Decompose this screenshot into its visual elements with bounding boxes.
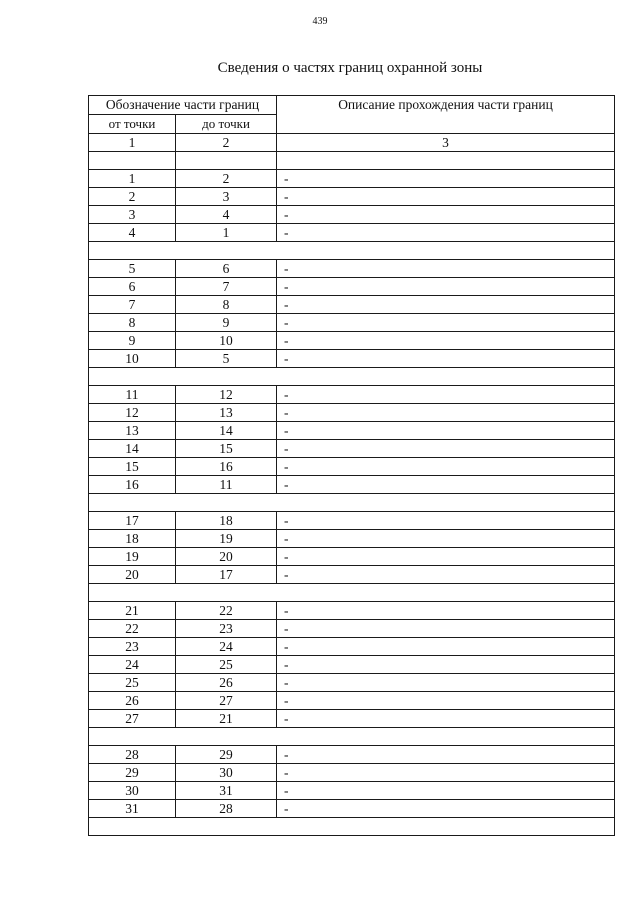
to-point-cell: 31 [176, 782, 277, 800]
separator-cell [89, 584, 615, 602]
to-point-cell: 13 [176, 404, 277, 422]
from-point-cell: 26 [89, 692, 176, 710]
to-point-cell: 5 [176, 350, 277, 368]
to-point-cell: 24 [176, 638, 277, 656]
boundary-parts-table [88, 95, 615, 836]
table-row [89, 296, 615, 314]
from-point-cell: 30 [89, 782, 176, 800]
to-point-cell: 10 [176, 332, 277, 350]
to-point-cell: 22 [176, 602, 277, 620]
header-to-point: до точки [176, 115, 277, 134]
column-number-2: 2 [176, 134, 277, 152]
table-row [89, 692, 615, 710]
to-point-cell: 15 [176, 440, 277, 458]
table-row [89, 530, 615, 548]
description-cell: - [277, 566, 615, 584]
description-cell: - [277, 188, 615, 206]
column-number-1: 1 [89, 134, 176, 152]
table-body [89, 152, 615, 836]
from-point-cell: 27 [89, 710, 176, 728]
to-point-cell: 1 [176, 224, 277, 242]
to-point-cell: 4 [176, 206, 277, 224]
description-cell: - [277, 764, 615, 782]
to-point-cell: 27 [176, 692, 277, 710]
description-cell: - [277, 602, 615, 620]
description-cell: - [277, 458, 615, 476]
from-point-cell: 1 [89, 170, 176, 188]
from-point-cell: 6 [89, 278, 176, 296]
separator-cell [89, 242, 615, 260]
from-point-cell: 24 [89, 656, 176, 674]
description-cell: - [277, 548, 615, 566]
from-point-cell: 28 [89, 746, 176, 764]
from-point-cell: 16 [89, 476, 176, 494]
table-row [89, 800, 615, 818]
table-row [89, 458, 615, 476]
description-cell: - [277, 332, 615, 350]
to-point-cell: 2 [176, 170, 277, 188]
from-point-cell: 11 [89, 386, 176, 404]
separator-cell [89, 368, 615, 386]
description-cell: - [277, 476, 615, 494]
to-point-cell: 14 [176, 422, 277, 440]
separator-row [89, 368, 615, 386]
description-cell: - [277, 206, 615, 224]
table-row [89, 386, 615, 404]
separator-cell [176, 152, 277, 170]
table-row [89, 656, 615, 674]
from-point-cell: 2 [89, 188, 176, 206]
table-row [89, 674, 615, 692]
from-point-cell: 4 [89, 224, 176, 242]
from-point-cell: 25 [89, 674, 176, 692]
document-title: Сведения о частях границ охранной зоны [217, 60, 483, 76]
description-cell: - [277, 350, 615, 368]
from-point-cell: 8 [89, 314, 176, 332]
description-cell: - [277, 710, 615, 728]
description-cell: - [277, 404, 615, 422]
from-point-cell: 10 [89, 350, 176, 368]
to-point-cell: 7 [176, 278, 277, 296]
to-point-cell: 8 [176, 296, 277, 314]
column-number-3: 3 [277, 134, 615, 152]
to-point-cell: 29 [176, 746, 277, 764]
to-point-cell: 25 [176, 656, 277, 674]
to-point-cell: 20 [176, 548, 277, 566]
table-row [89, 206, 615, 224]
header-boundary-description: Описание прохождения части границ [277, 96, 615, 134]
to-point-cell: 6 [176, 260, 277, 278]
separator-cell [89, 494, 615, 512]
table-row [89, 764, 615, 782]
to-point-cell: 9 [176, 314, 277, 332]
from-point-cell: 22 [89, 620, 176, 638]
separator-row [89, 818, 615, 836]
description-cell: - [277, 278, 615, 296]
to-point-cell: 26 [176, 674, 277, 692]
description-cell: - [277, 314, 615, 332]
to-point-cell: 3 [176, 188, 277, 206]
to-point-cell: 21 [176, 710, 277, 728]
table-row [89, 170, 615, 188]
description-cell: - [277, 170, 615, 188]
table-row [89, 782, 615, 800]
table-row [89, 620, 615, 638]
description-cell: - [277, 638, 615, 656]
separator-cell [277, 152, 615, 170]
table-row [89, 710, 615, 728]
from-point-cell: 20 [89, 566, 176, 584]
description-cell: - [277, 386, 615, 404]
to-point-cell: 12 [176, 386, 277, 404]
description-cell: - [277, 656, 615, 674]
from-point-cell: 12 [89, 404, 176, 422]
table-row [89, 440, 615, 458]
table-row [89, 314, 615, 332]
to-point-cell: 16 [176, 458, 277, 476]
table-row [89, 422, 615, 440]
separator-row [89, 242, 615, 260]
separator-row [89, 152, 615, 170]
description-cell: - [277, 260, 615, 278]
to-point-cell: 19 [176, 530, 277, 548]
description-cell: - [277, 512, 615, 530]
table-row [89, 548, 615, 566]
description-cell: - [277, 224, 615, 242]
to-point-cell: 30 [176, 764, 277, 782]
from-point-cell: 17 [89, 512, 176, 530]
separator-cell [89, 728, 615, 746]
separator-row [89, 494, 615, 512]
page-number: 439 [312, 16, 328, 27]
separator-cell [89, 152, 176, 170]
table-row [89, 188, 615, 206]
description-cell: - [277, 530, 615, 548]
header-from-point: от точки [89, 115, 176, 134]
header-boundary-part-designation: Обозначение части границ [89, 96, 277, 115]
table-row [89, 224, 615, 242]
table-row [89, 476, 615, 494]
from-point-cell: 15 [89, 458, 176, 476]
from-point-cell: 23 [89, 638, 176, 656]
table-row [89, 638, 615, 656]
to-point-cell: 28 [176, 800, 277, 818]
table-row [89, 278, 615, 296]
from-point-cell: 5 [89, 260, 176, 278]
separator-cell [89, 818, 615, 836]
separator-row [89, 728, 615, 746]
description-cell: - [277, 440, 615, 458]
to-point-cell: 17 [176, 566, 277, 584]
table-row [89, 512, 615, 530]
from-point-cell: 19 [89, 548, 176, 566]
to-point-cell: 11 [176, 476, 277, 494]
description-cell: - [277, 746, 615, 764]
description-cell: - [277, 692, 615, 710]
description-cell: - [277, 620, 615, 638]
description-cell: - [277, 800, 615, 818]
from-point-cell: 29 [89, 764, 176, 782]
table-row [89, 260, 615, 278]
description-cell: - [277, 422, 615, 440]
table-row [89, 746, 615, 764]
to-point-cell: 23 [176, 620, 277, 638]
table-row [89, 332, 615, 350]
to-point-cell: 18 [176, 512, 277, 530]
from-point-cell: 3 [89, 206, 176, 224]
from-point-cell: 9 [89, 332, 176, 350]
from-point-cell: 7 [89, 296, 176, 314]
from-point-cell: 13 [89, 422, 176, 440]
description-cell: - [277, 782, 615, 800]
from-point-cell: 31 [89, 800, 176, 818]
description-cell: - [277, 296, 615, 314]
table-row [89, 566, 615, 584]
table-row [89, 350, 615, 368]
table-row [89, 404, 615, 422]
separator-row [89, 584, 615, 602]
table-row [89, 602, 615, 620]
from-point-cell: 21 [89, 602, 176, 620]
from-point-cell: 14 [89, 440, 176, 458]
from-point-cell: 18 [89, 530, 176, 548]
description-cell: - [277, 674, 615, 692]
